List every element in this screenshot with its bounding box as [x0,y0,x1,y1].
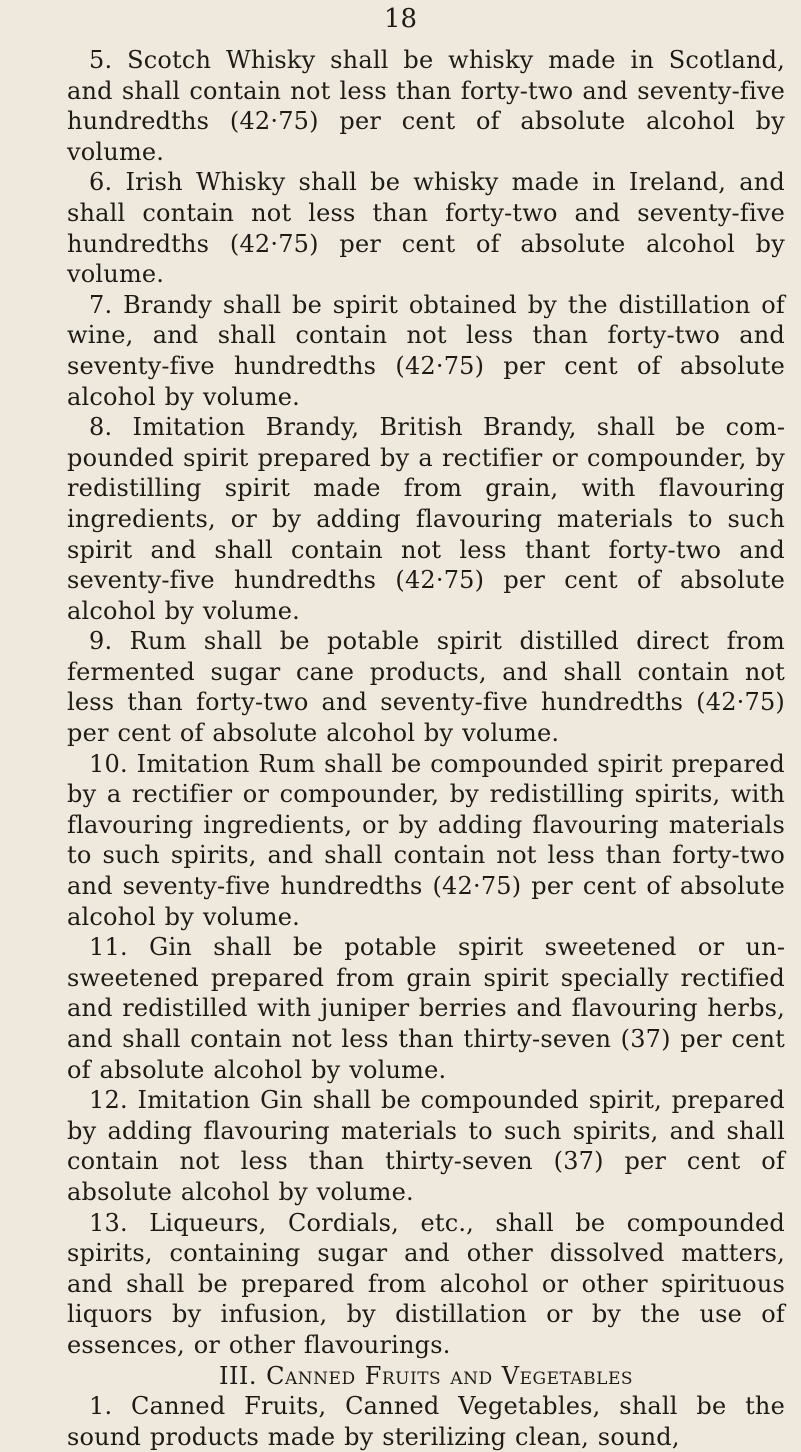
paragraph-imitation-rum: 10. Imitation Rum shall be compounded spirit prepared by a rectifier or compounder, by redistilling spirits, with flavouring ingredients, or by adding flavouring materials to such spirits, and shall contain not less than forty-two and seventy-five hundredths (42·75) per cent of absolute alcohol by volume. [67,749,785,931]
paragraph-imitation-brandy: 8. Imitation Brandy, British Brandy, shall be compounded spirit prepared by a rectifier or compounder, by redistilling spirit made from grain, with flavouring ingredients, or by adding flavouring materials to such spirit and shall contain not less thant forty-two and seventy-five hundredths (42·75) per cent of absolute alcohol by volume. [67,413,785,625]
paragraph-scotch-whisky: 5. Scotch Whisky shall be whisky made in Scotland, and shall contain not less than forty-two and seventy-five hundredths (42·75) per cent of absolute alcohol by volume. [67,46,785,166]
paragraph-gin: 11. Gin shall be potable spirit sweetened or unsweetened prepared from grain spirit specially rectified and redistilled with juniper berries and flavouring herbs, and shall contain not less than thirty-seven (37) per cent of absolute alcohol by volume. [67,933,785,1084]
paragraph-imitation-gin: 12. Imitation Gin shall be compounded spirit, prepared by adding flavouring materials to such spirits, and shall contain not less than thirty-seven (37) per cent of absolute alcohol by volume. [67,1086,785,1206]
paragraph-brandy: 7. Brandy shall be spirit obtained by the distillation of wine, and shall contain not less than forty-two and seventy-five hundredths (42·75) per cent of absolute alcohol by volume. [67,290,785,411]
paragraph-canned-fruits: 1. Canned Fruits, Canned Vegetables, shall be the sound products made by sterilizing clean, sound, [67,1392,785,1451]
paragraph-rum: 9. Rum shall be potable spirit distilled direct from fermented sugar cane products, and shall contain not less than forty-two and seventy-five hundredths (42·75) per cent of absolute alcohol by volume. [67,627,785,748]
body-text [67,45,785,1452]
paragraph-liqueurs: 13. Liqueurs, Cordials, etc., shall be compounded spirits, containing sugar and other dissolved matters, and shall be prepared from alcohol or other spirituous liquors by infusion, by distillation or by the use of essences, or other flavourings. [67,1208,785,1359]
paragraph-irish-whisky: 6. Irish Whisky shall be whisky made in Ireland, and shall contain not less than forty-two and seventy-five hundredths (42·75) per cent of absolute alcohol by volume. [67,168,785,289]
page-number: 18 [383,4,418,34]
section-heading: III. Canned Fruits and Vegetables [218,1361,634,1390]
